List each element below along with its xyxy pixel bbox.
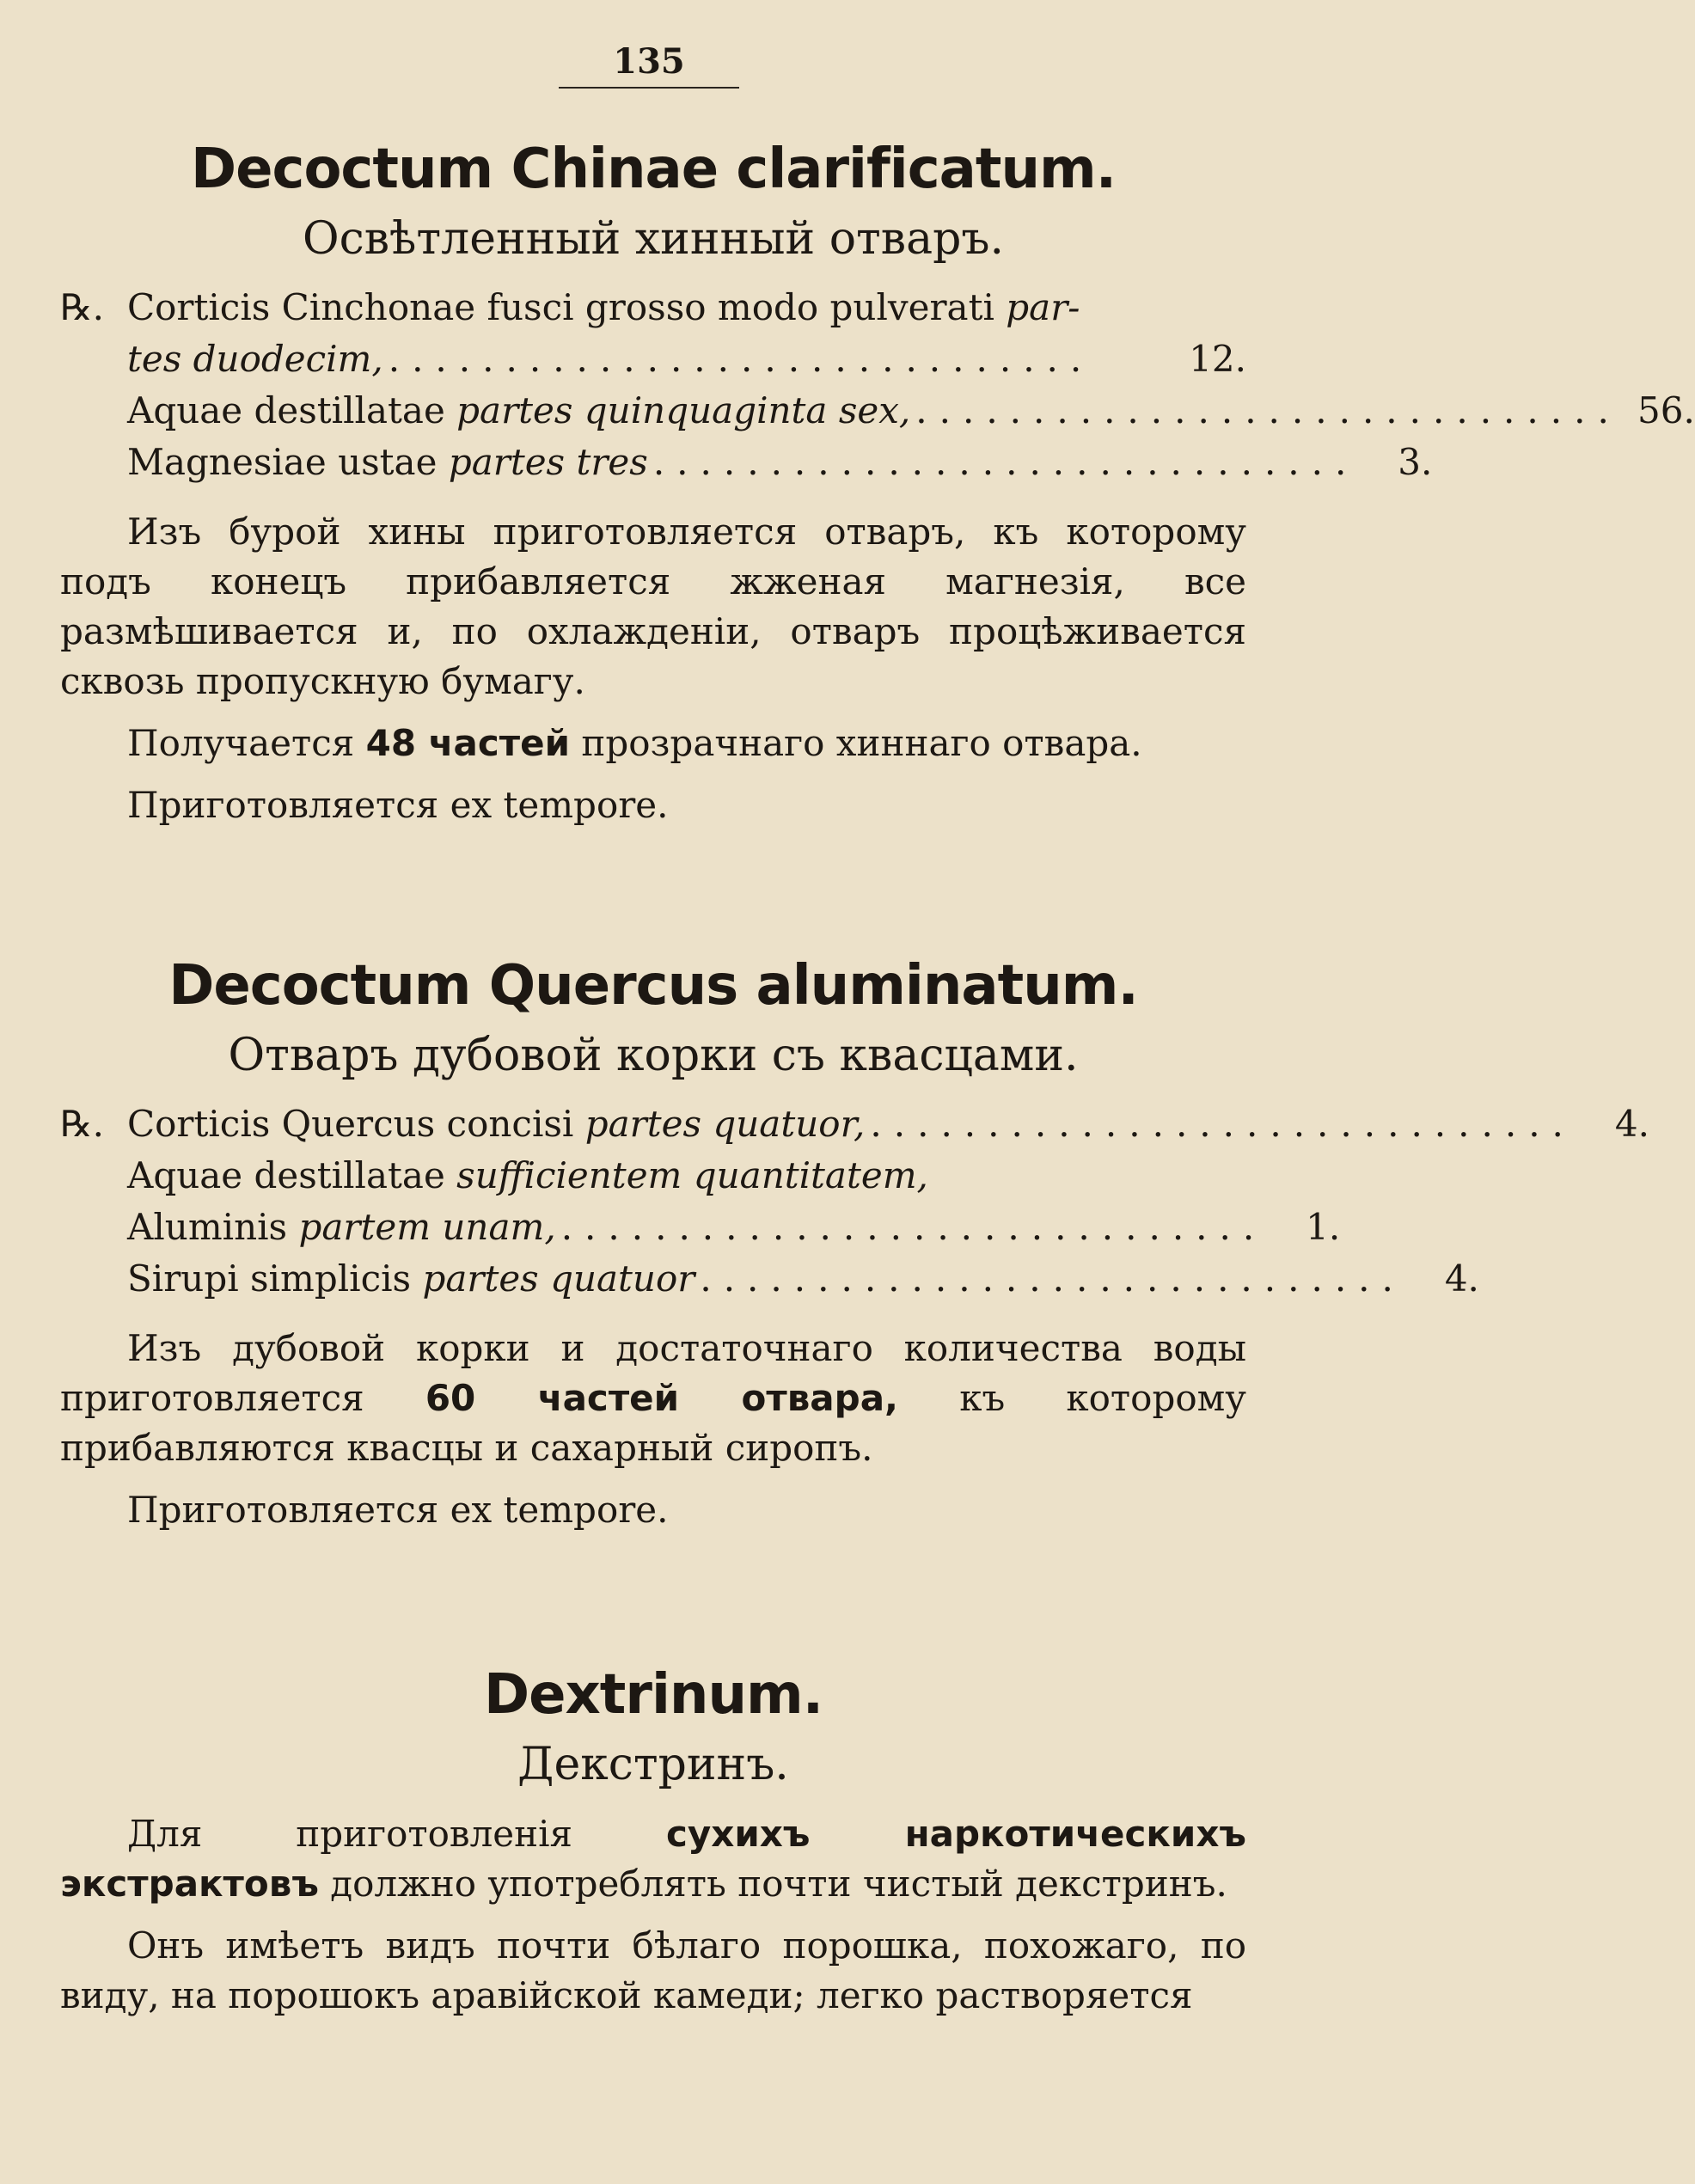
prescription — [60, 1098, 1649, 1305]
page-number: 135 — [559, 41, 739, 89]
prescription-line: tes duodecim, .............................. 12. — [60, 333, 1246, 385]
ingredient-text: Aquae destillatae partes quinquaginta sex, — [127, 389, 911, 431]
paragraph: Изъ бурой хины приготовляется отваръ, къ которому подъ конецъ прибавляется жженая магнезія, все размѣшивается и, по охлажденіи, отваръ процѣживается сквозь пропускную бумагу. — [60, 511, 1246, 702]
prescription-line: Magnesiae ustae partes tres .............................. 3. — [60, 437, 1246, 488]
section-title-russian: Декстринъ. — [517, 1739, 789, 1790]
prescription-line: Sirupi simplicis partes quatuor .............................. 4. — [60, 1253, 1246, 1305]
quantity: 56. — [1637, 389, 1695, 431]
prescription-line — [60, 282, 1246, 333]
section-decoctum-chinae — [60, 138, 1695, 830]
ingredient-text: tes duodecim, — [127, 338, 383, 380]
prescription-line: Aluminis partem unam, .............................. 1. — [60, 1202, 1246, 1253]
section-title-russian: Отваръ дубовой корки съ квасцами. — [228, 1030, 1079, 1081]
paragraph: Для приготовленія сухихъ наркотическихъ экстрактовъ должно употреблять почти чистый декстринъ. — [60, 1813, 1246, 1905]
section-title-latin: Decoctum Quercus aluminatum. — [168, 954, 1138, 1018]
recipe-symbol: ℞. — [60, 286, 105, 328]
quantity: 12. — [1189, 338, 1246, 380]
paragraph: Приготовляется ex tempore. — [127, 1489, 669, 1531]
prescription-line: ℞. Corticis Quercus concisi partes quatuor, .............................. 4. — [60, 1098, 1246, 1150]
section-decoctum-quercus — [60, 954, 1649, 1535]
prescription-line — [60, 1150, 1246, 1202]
recipe-symbol: ℞. — [60, 1103, 105, 1145]
paragraph: Приготовляется ex tempore. — [127, 784, 669, 826]
ingredient-text: Aquae destillatae sufficientem quantitatem, — [127, 1154, 928, 1196]
quantity: 1. — [1306, 1206, 1341, 1248]
ingredient-text: Corticis Cinchonae fusci grosso modo pulverati par- — [127, 286, 1080, 328]
section-title-latin: Decoctum Chinae clarificatum. — [190, 138, 1117, 201]
ingredient-text: Magnesiae ustae partes tres — [127, 441, 648, 483]
prescription — [60, 282, 1695, 488]
section-title-russian: Освѣтленный хинный отваръ. — [303, 213, 1004, 265]
quantity: 3. — [1398, 441, 1433, 483]
section-title-latin: Dextrinum. — [483, 1663, 823, 1727]
prescription-line: Aquae destillatae partes quinquaginta sex, .............................. 56. — [60, 385, 1246, 437]
ingredient-text: Aluminis partem unam, — [127, 1206, 556, 1248]
paragraph: Онъ имѣетъ видъ почти бѣлаго порошка, похожаго, по виду, на порошокъ аравійской камеди; легко растворяется — [60, 1924, 1246, 2016]
ingredient-text: Corticis Quercus concisi partes quatuor, — [127, 1103, 866, 1145]
ingredient-text: Sirupi simplicis partes quatuor — [127, 1257, 695, 1300]
paragraph: Получается 48 частей прозрачнаго хиннаго отвара. — [127, 722, 1142, 764]
paragraph: Изъ дубовой корки и достаточнаго количества воды приготовляется 60 частей отвара, къ которому прибавляются квасцы и сахарный сиропъ. — [60, 1327, 1246, 1469]
quantity: 4. — [1614, 1103, 1649, 1145]
quantity: 4. — [1444, 1257, 1479, 1300]
section-dextrinum — [60, 1663, 1246, 2021]
